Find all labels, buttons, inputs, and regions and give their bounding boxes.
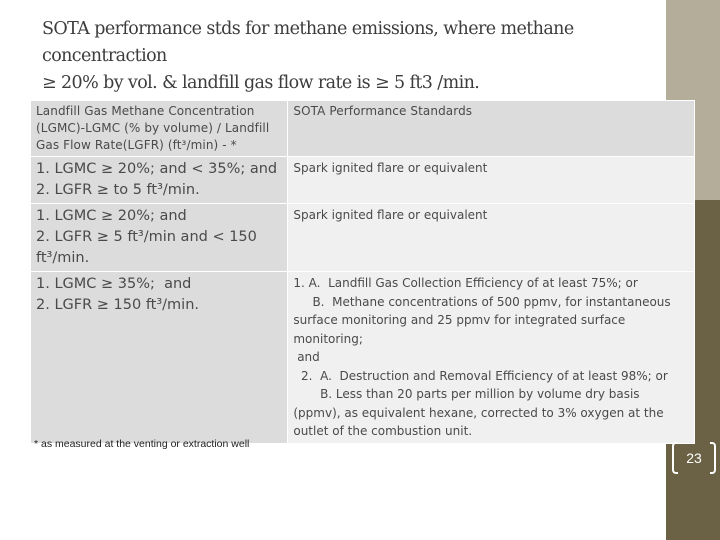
standard-line: outlet of the combustion unit.	[293, 424, 473, 438]
standard-line: B. Less than 20 parts per million by volume dry basis	[293, 387, 640, 401]
standard-line: B. Methane concentrations of 500 ppmv, for instantaneous	[293, 294, 671, 309]
slide-number	[672, 442, 716, 474]
condition-line: 2. LGFR ≥ 150 ft³/min.	[36, 297, 200, 313]
standard-line: Spark ignited flare or equivalent	[293, 208, 488, 222]
standard-line: Spark ignited flare or equivalent	[293, 161, 488, 175]
title-line-1: SOTA performance stds for methane emissions, where methane concentraction	[42, 19, 574, 66]
standard-line: 2. A. Destruction and Removal Efficiency of at least 98%; or	[293, 368, 668, 383]
condition-line: 1. LGMC ≥ 35%; and	[36, 276, 192, 292]
table-header-row	[31, 101, 695, 157]
footnote: * as measured at the venting or extraction well	[34, 438, 250, 450]
condition-line: ft³/min.	[36, 250, 90, 266]
header-line: SOTA Performance Standards	[293, 104, 473, 118]
standard-line: (ppmv), as equivalent hexane, corrected to 3% oxygen at the	[293, 405, 664, 420]
condition-cell	[31, 272, 288, 444]
condition-line: 2. LGFR ≥ 5 ft³/min and < 150	[36, 229, 257, 245]
condition-line: 1. LGMC ≥ 20%; and	[36, 208, 187, 224]
table-row	[31, 157, 695, 204]
header-line: (LGMC)-LGMC (% by volume) / Landfill	[36, 121, 270, 135]
table-row	[31, 204, 695, 272]
condition-cell	[31, 204, 288, 272]
slide-number-text: 23	[686, 450, 702, 466]
condition-cell	[31, 157, 288, 204]
header-cell-conditions	[31, 101, 288, 157]
standard-line: and	[293, 350, 320, 364]
header-line: Landfill Gas Methane Concentration	[36, 104, 255, 118]
header-cell-standards	[288, 101, 695, 157]
standard-cell	[288, 157, 695, 204]
standard-cell	[288, 204, 695, 272]
header-line: Gas Flow Rate(LGFR) (ft³/min) - *	[36, 138, 237, 152]
condition-line: 1. LGMC ≥ 20%; and < 35%; and	[36, 161, 278, 177]
standard-line: monitoring;	[293, 331, 363, 346]
standard-line: 1. A. Landfill Gas Collection Efficiency of at least 75%; or	[293, 276, 638, 290]
slide-title	[42, 16, 657, 97]
standards-table	[30, 100, 695, 444]
title-line-2: ≥ 20% by vol. & landfill gas flow rate is ≥ 5 ft3 /min.	[42, 73, 480, 93]
standard-line: surface monitoring and 25 ppmv for integrated surface	[293, 313, 626, 327]
left-bracket-icon	[672, 442, 678, 474]
right-bracket-icon	[710, 442, 716, 474]
table-row	[31, 272, 695, 444]
standard-cell	[288, 272, 695, 444]
condition-line: 2. LGFR ≥ to 5 ft³/min.	[36, 182, 200, 198]
